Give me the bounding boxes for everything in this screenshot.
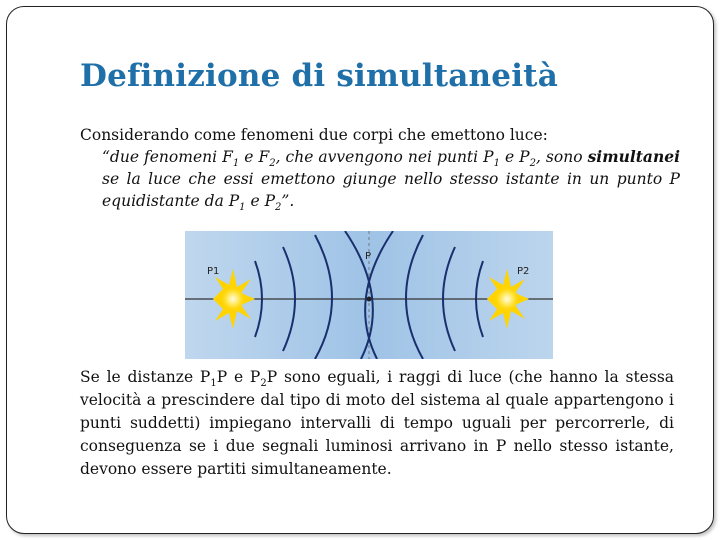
definition-quote: “due fenomeni $F_1$ e $F_2$, che avvengono nei punti $P_1$ e $P_2$, sono simultanei se la luce che essi emettono giunge nello stesso istante in un punto P equidistante da $P_1$ e $P_2$”.: [102, 147, 680, 214]
slide-title: Definizione di simultaneità: [80, 58, 558, 94]
point-p-marker: [367, 297, 372, 302]
label-p: P: [365, 251, 372, 262]
intro-line: Considerando come fenomeni due corpi che emettono luce:: [80, 126, 548, 144]
explanation-paragraph: Se le distanze $P_1P$ e $P_2P$ sono eguali, i raggi di luce (che hanno la stessa velocità a prescindere dal tipo di moto del sistema al quale appartengono i punti suddetti) impiegano intervalli di tempo uguali per percorrerle, di conseguenza se i due segnali luminosi arrivano in P nello stesso istante, devono essere partiti simultaneamente.: [80, 368, 675, 478]
keyword-simultanei: simultanei: [587, 147, 680, 166]
label-p2: P2: [517, 266, 530, 277]
definition-paragraph: [80, 124, 680, 212]
light-wavefront-diagram: [185, 231, 553, 359]
label-p1: P1: [207, 266, 220, 277]
